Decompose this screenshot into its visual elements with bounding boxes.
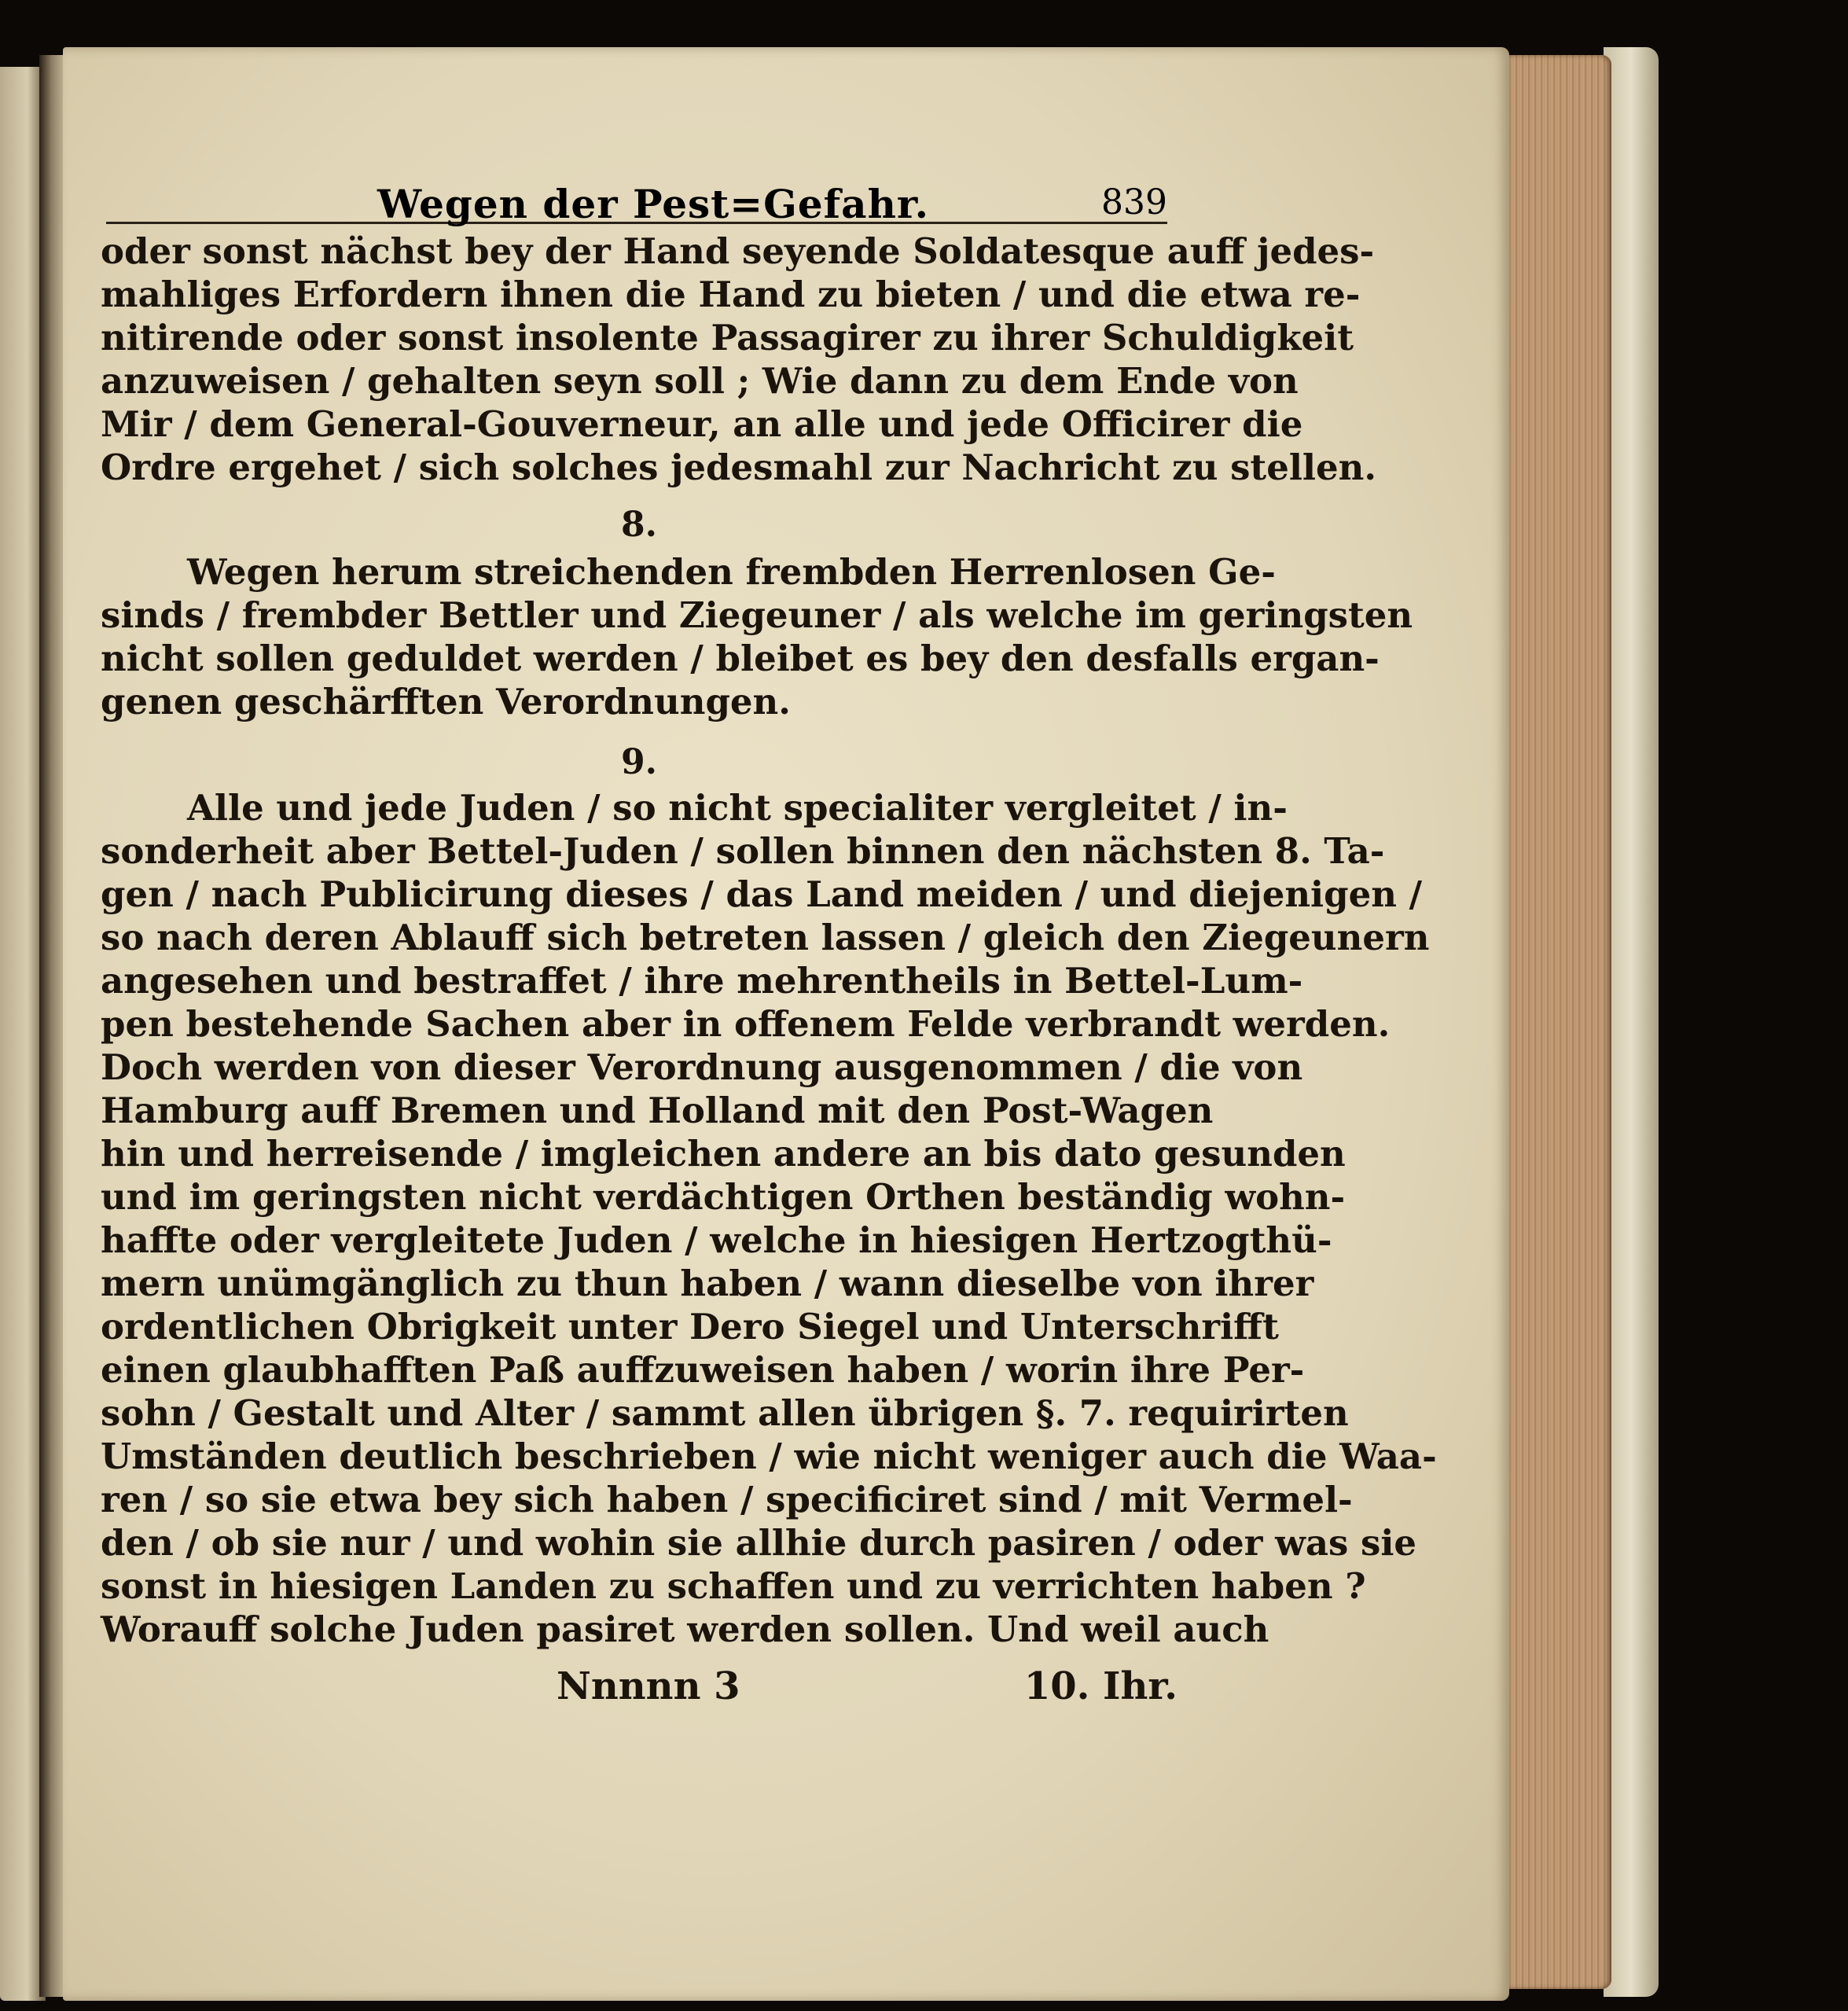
text-line: sonst in hiesigen Landen zu schaffen und zu verrichten haben ? (101, 1565, 1366, 1607)
text-line: Umständen deutlich beschrieben / wie nicht weniger auch die Waa- (101, 1436, 1437, 1477)
text-line: Hamburg auff Bremen und Holland mit den Post-Wagen (101, 1090, 1214, 1131)
text-line: pen bestehende Sachen aber in offenem Felde verbrandt werden. (101, 1003, 1391, 1045)
section-number-9: 9. (621, 742, 657, 782)
text-line: sonderheit aber Bettel-Juden / sollen binnen den nächsten 8. Ta- (101, 830, 1385, 872)
text-line: einen glaubhafften Paß auffzuweisen haben / worin ihre Per- (101, 1349, 1305, 1391)
text-line: haffte oder vergleitete Juden / welche in hiesigen Hertzogthü- (101, 1219, 1332, 1261)
text-line: anzuweisen / gehalten seyn soll ; Wie dann zu dem Ende von (101, 360, 1299, 402)
text-line: oder sonst nächst bey der Hand seyende Soldatesque auff jedes- (101, 230, 1375, 272)
text-line: hin und herreisende / imgleichen andere an bis dato gesunden (101, 1133, 1346, 1175)
text-line: sinds / frembder Bettler und Ziegeuner / als welche im geringsten (101, 594, 1413, 636)
text-line: mern unümgänglich zu thun haben / wann dieselbe von ihrer (101, 1263, 1314, 1304)
text-line: nicht sollen geduldet werden / bleibet es bey den desfalls ergan- (101, 638, 1380, 679)
text-line: ordentlichen Obrigkeit unter Dero Siegel und Unterschrifft (101, 1306, 1279, 1347)
text-line: nitirende oder sonst insolente Passagirer zu ihrer Schuldigkeit (101, 317, 1354, 358)
text-line: den / ob sie nur / und wohin sie allhie durch pasiren / oder was sie (101, 1522, 1417, 1564)
page-block-fore-edge (1493, 55, 1611, 1989)
text-line: Wegen herum streichenden frembden Herrenlosen Ge- (187, 551, 1276, 593)
catchword: 10. Ihr. (1023, 1664, 1178, 1708)
running-head (106, 175, 1167, 227)
text-line: Worauff solche Juden pasiret werden sollen. Und weil auch (101, 1608, 1269, 1650)
text-line: ren / so sie etwa bey sich haben / specificiret sind / mit Vermel- (101, 1479, 1353, 1520)
text-line: Doch werden von dieser Verordnung ausgenommen / die von (101, 1046, 1303, 1088)
text-line: mahliges Erfordern ihnen die Hand zu bieten / und die etwa re- (101, 274, 1361, 315)
text-line: Mir / dem General-Gouverneur, an alle und jede Officirer die (101, 403, 1303, 445)
section-number-8: 8. (621, 505, 657, 545)
text-line: sohn / Gestalt und Alter / sammt allen übrigen §. 7. requirirten (101, 1392, 1349, 1434)
text-line: angesehen und bestraffet / ihre mehrentheils in Bettel-Lum- (101, 960, 1303, 1002)
text-line: Alle und jede Juden / so nicht specialiter vergleitet / in- (187, 787, 1288, 829)
page-number: 839 (1101, 182, 1167, 222)
text-line: gen / nach Publicirung dieses / das Land meiden / und diejenigen / (101, 873, 1423, 915)
text-line: Ordre ergehet / sich solches jedesmahl zur Nachricht zu stellen. (101, 447, 1377, 488)
text-line: und im geringsten nicht verdächtigen Orthen beständig wohn- (101, 1176, 1346, 1218)
text-line: genen geschärfften Verordnungen. (101, 681, 791, 722)
text-line: so nach deren Ablauff sich betreten lassen / gleich den Ziegeunern (101, 917, 1430, 958)
running-title: Wegen der Pest=Gefahr. (377, 181, 930, 227)
book-cover-edge (1604, 47, 1659, 1997)
signature-mark: Nnnnn 3 (557, 1664, 740, 1708)
